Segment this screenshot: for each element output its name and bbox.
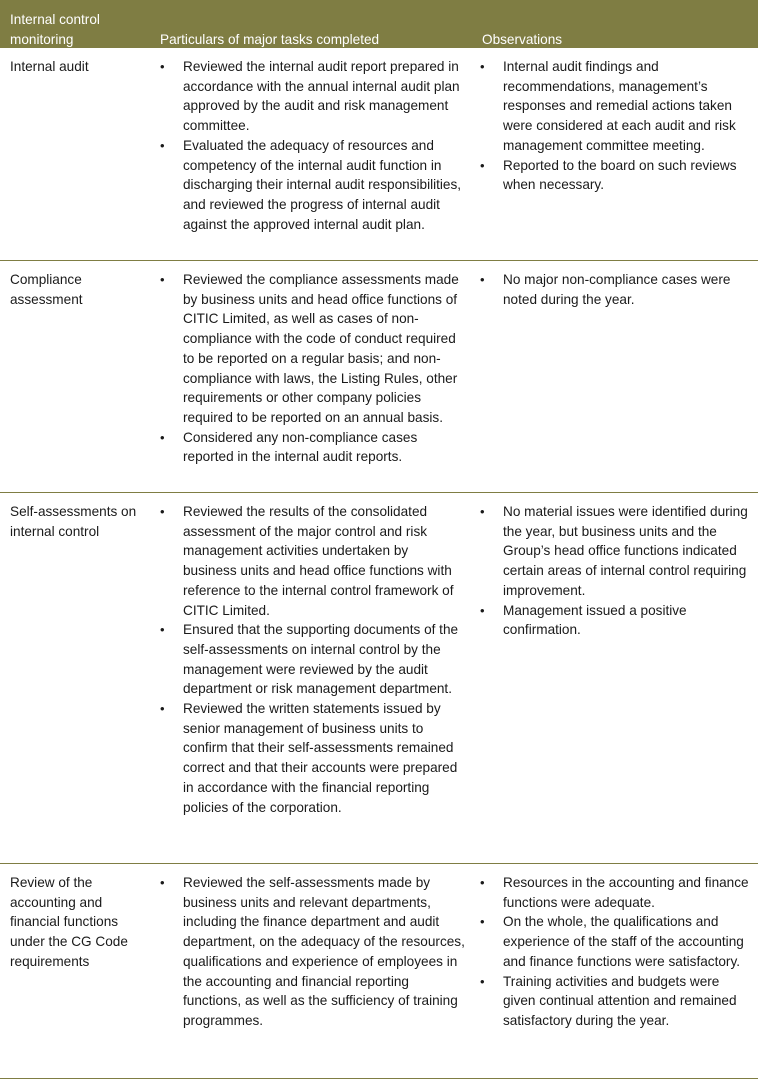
observation-text: Resources in the accounting and finance functions were adequate. xyxy=(503,875,749,910)
task-text: Reviewed the compliance assessments made by business units and head office functions of CITIC Limited, as well as cases of non-compliance with the code of conduct required to be reported on a regular basis; and non-compliance with laws, the Listing Rules, other requirements or other company policies required to be reported on an annual basis. xyxy=(183,272,459,425)
bullet-icon: • xyxy=(480,875,485,890)
observation-text: Reported to the board on such reviews when necessary. xyxy=(503,157,737,193)
bullet-icon: • xyxy=(160,622,165,638)
bullet-icon: • xyxy=(480,973,485,989)
task-text: Ensured that the supporting documents of the self-assessments on internal control by the management were reviewed by the audit department or risk management department. xyxy=(183,622,459,697)
task-item xyxy=(160,428,465,467)
bullet-icon: • xyxy=(160,429,165,445)
tasks-list xyxy=(160,502,465,817)
row-category: Review of the accounting and financial functions under the CG Code requirements xyxy=(10,875,128,969)
observations-list xyxy=(480,270,755,309)
task-item xyxy=(160,620,465,699)
task-item xyxy=(160,270,465,428)
tasks-list xyxy=(160,873,465,1031)
bullet-icon: • xyxy=(160,137,165,153)
task-text: Reviewed the written statements issued by senior management of business units to confirm that their self-assessments remained correct and that their accounts were prepared in accordance with the financial reporting policies of the corporation. xyxy=(183,701,458,815)
task-item xyxy=(160,57,465,136)
bullet-icon: • xyxy=(480,157,485,173)
header-particulars: Particulars of major tasks completed xyxy=(160,32,380,47)
task-text: Considered any non-compliance cases reported in the internal audit reports. xyxy=(183,429,418,465)
observation-item xyxy=(480,156,755,195)
observations-list xyxy=(480,502,755,640)
table-row-compliance-assessment xyxy=(0,261,758,493)
task-text: Reviewed the self-assessments made by business units and relevant departments, including the finance department and audit department, on the adequacy of the resources, qualifications and experience of employees in the accounting and financial reporting functions, as well as the sufficiency of training programmes. xyxy=(183,875,465,1028)
observation-item xyxy=(480,912,755,971)
bullet-icon: • xyxy=(160,701,165,717)
observation-text: No major non-compliance cases were noted during the year. xyxy=(503,272,731,307)
observation-text: On the whole, the qualifications and experience of the staff of the accounting and finance functions were satisfactory. xyxy=(503,914,744,969)
observations-list xyxy=(480,57,755,195)
tasks-list xyxy=(160,270,465,467)
observation-text: Management issued a positive confirmation. xyxy=(503,602,687,638)
task-text: Evaluated the adequacy of resources and competency of the internal audit function in discharging their internal audit responsibilities, and reviewed the progress of internal audit against the approved internal audit plan. xyxy=(183,137,462,232)
bullet-icon: • xyxy=(480,504,485,519)
observation-item xyxy=(480,57,755,156)
row-category: Compliance assessment xyxy=(10,272,83,307)
row-category: Internal audit xyxy=(10,59,89,74)
observation-item xyxy=(480,873,755,912)
task-text: Reviewed the internal audit report prepared in accordance with the annual internal audit plan approved by the audit and risk management committee. xyxy=(183,59,460,134)
observation-item xyxy=(480,502,755,601)
table-row-self-assessments xyxy=(0,493,758,864)
bullet-icon: • xyxy=(160,875,165,890)
observations-list xyxy=(480,873,755,1031)
task-item xyxy=(160,699,465,817)
observation-item xyxy=(480,270,755,309)
observation-item xyxy=(480,601,755,640)
bullet-icon: • xyxy=(160,504,165,519)
table-row-internal-audit xyxy=(0,48,758,261)
observation-text: No material issues were identified during the year, but business units and the Group’s head office functions indicated certain areas of internal control requiring improvement. xyxy=(503,504,748,598)
task-item xyxy=(160,873,465,1031)
table-row-accounting-review xyxy=(0,864,758,1079)
bullet-icon: • xyxy=(160,272,165,287)
tasks-list xyxy=(160,57,465,234)
task-text: Reviewed the results of the consolidated assessment of the major control and risk management activities undertaken by business units and head office functions with reference to the internal control framework of CITIC Limited. xyxy=(183,504,454,618)
header-internal-control-monitoring: Internal control monitoring xyxy=(10,12,100,47)
observation-text: Training activities and budgets were given continual attention and remained satisfactory during the year. xyxy=(503,973,737,1028)
task-item xyxy=(160,136,465,235)
row-category: Self-assessments on internal control xyxy=(10,504,137,539)
bullet-icon: • xyxy=(480,59,485,74)
bullet-icon: • xyxy=(480,602,485,618)
header-observations: Observations xyxy=(482,32,563,47)
bullet-icon: • xyxy=(160,59,165,74)
task-item xyxy=(160,502,465,620)
bullet-icon: • xyxy=(480,914,485,930)
bullet-icon: • xyxy=(480,272,485,287)
observation-item xyxy=(480,972,755,1031)
observation-text: Internal audit findings and recommendations, management’s responses and remedial actions taken were considered at each audit and risk management committee meeting. xyxy=(503,59,736,153)
table-header xyxy=(0,0,758,48)
